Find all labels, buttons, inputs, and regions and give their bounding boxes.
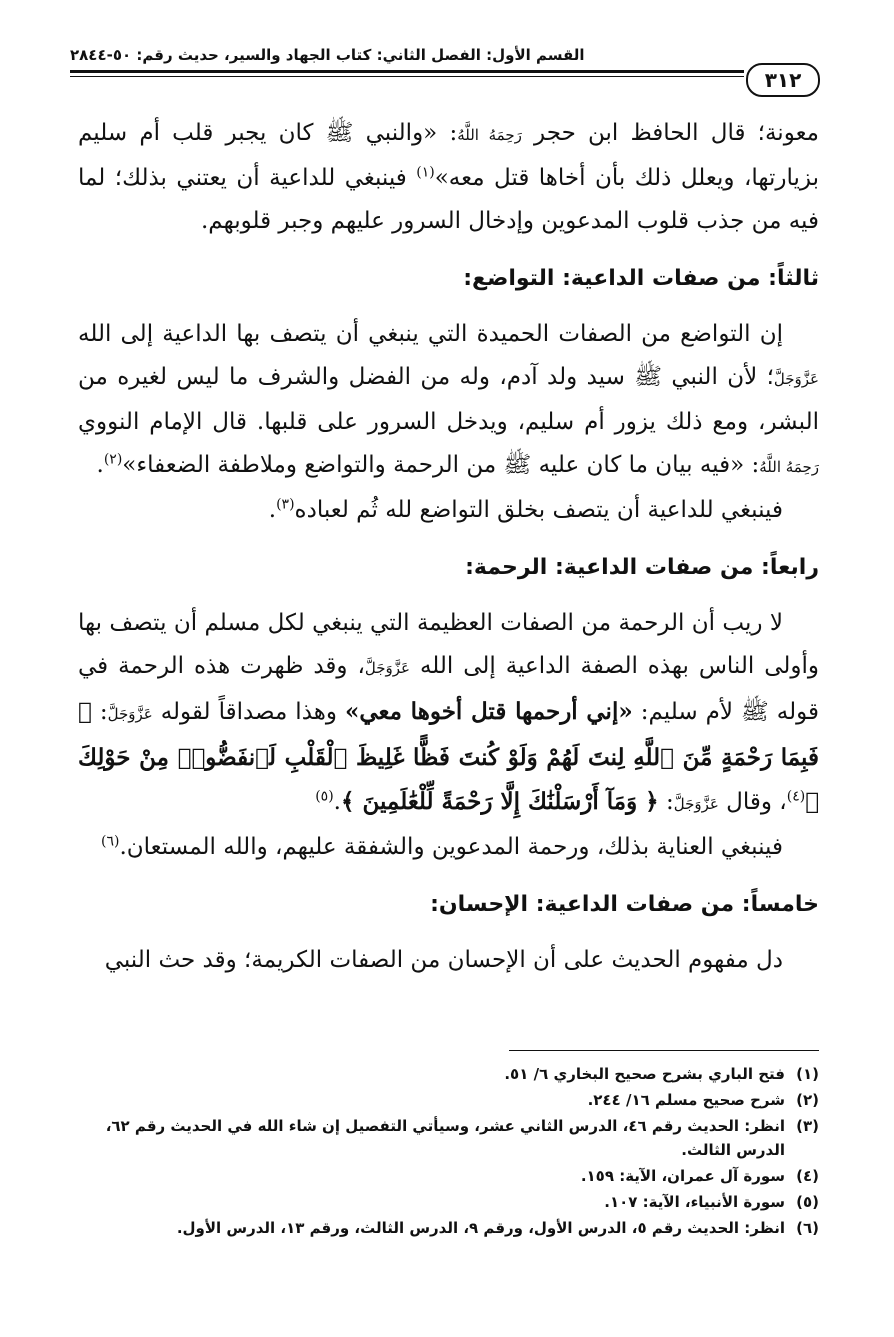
footnote-2 (78, 1088, 819, 1112)
honorific: عَزَّوَجَلَّ (773, 370, 819, 388)
footnotes (78, 1062, 819, 1242)
text-run: . (268, 497, 277, 523)
quran-verse-1: ﴿ فَبِمَا رَحْمَةٍ مِّنَ ٱللَّهِ لِنتَ لَهُمْ وَلَوْ كُنتَ فَظًّا غَلِيظَ ٱلْقَلْبِ لَٱنفَضُّوا۟ مِنْ حَوْلِكَ ﴾ (78, 698, 819, 815)
honorific: عَزَّوَجَلَّ (673, 795, 719, 813)
section-heading-humility: ثالثاً: من صفات الداعية: التواضع: (463, 266, 819, 291)
honorific: عَزَّوَجَلَّ (107, 705, 153, 723)
footnote-ref-2: (٢) (103, 451, 123, 468)
footnote-5 (78, 1190, 819, 1214)
text-run: إن التواضع من الصفات الحميدة التي ينبغي أن يتصف بها الداعية إلى الله (78, 321, 783, 347)
running-head: القسم الأول: الفصل الثاني: كتاب الجهاد والسير، حديث رقم: ٥٠-٢٨٤٤ (70, 46, 585, 64)
text-run: لا ريب أن الرحمة من الصفات العظيمة التي ينبغي لكل مسلم أن يتصف بها وأولى الناس بهذه الصفة الداعية إلى الله (78, 610, 819, 679)
text-run: ، وقد ظهرت هذه الرحمة في قوله ﷺ لأم سليم: (78, 653, 820, 725)
paragraph-3 (78, 489, 819, 532)
footnote-6 (78, 1216, 819, 1240)
text-run: : «والنبي ﷺ كان يجبر قلب أم سليم بزيارتها، ويعلل ذلك بأن أخاها قتل معه» (78, 120, 819, 191)
footnote-number: (٤) (796, 1167, 819, 1185)
footnote-text: سورة آل عمران، الآية: ١٥٩. (580, 1167, 785, 1185)
section-heading-mercy: رابعاً: من صفات الداعية: الرحمة: (465, 555, 819, 580)
footnote-ref-3: (٣) (276, 496, 295, 513)
header-rule-thin (70, 76, 744, 77)
footnote-text: شرح صحيح مسلم ١٦/ ٢٤٤. (587, 1091, 785, 1109)
honorific: رَحِمَهُ اللَّهُ (457, 126, 522, 144)
main-text (78, 112, 819, 982)
paragraph-5 (78, 826, 819, 869)
footnote-number: (٢) (796, 1091, 819, 1109)
page-number: ٣١٢ (746, 63, 820, 97)
text-run: فينبغي العناية بذلك، ورحمة المدعوين والشفقة عليهم، والله المستعان. (119, 834, 783, 860)
text-run: فينبغي للداعية أن يتصف بخلق التواضع لله ثُم لعباده (294, 497, 783, 523)
hadith-quote: «إني أرحمها قتل أخوها معي» (345, 698, 633, 725)
footnote-ref-6: (٦) (101, 833, 120, 850)
footnote-4 (78, 1164, 819, 1188)
footnote-number: (٦) (796, 1219, 819, 1237)
footnote-3 (78, 1114, 819, 1162)
honorific: رَحِمَهُ اللَّهُ (759, 458, 819, 476)
quran-verse-2: ﴿ وَمَآ أَرْسَلْنَٰكَ إِلَّا رَحْمَةً لِّلْعَٰلَمِينَ ﴾ (340, 788, 659, 815)
text-run: . (96, 452, 104, 478)
footnote-number: (٥) (796, 1193, 819, 1211)
footnote-text: سورة الأنبياء، الآية: ١٠٧. (604, 1193, 785, 1211)
footnote-1 (78, 1062, 819, 1086)
text-run: : «فيه بيان ما كان عليه ﷺ من الرحمة والتواضع وملاطفة الضعفاء» (122, 452, 760, 478)
footnote-ref-5: (٥) (315, 788, 334, 805)
paragraph-1 (78, 112, 819, 243)
paragraph-6: دل مفهوم الحديث على أن الإحسان من الصفات الكريمة؛ وقد حث النبي (104, 947, 783, 973)
footnote-text: انظر: الحديث رقم ٤٦، الدرس الثاني عشر، وسيأتي التفصيل إن شاء الله في الحديث رقم ٦٢، الدرس الثالث. (105, 1117, 785, 1159)
text-run: فينبغي للداعية أن يعتني بذلك؛ لما فيه من جذب قلوب المدعوين وإدخال السرور عليهم وجبر قلوبهم. (78, 165, 819, 234)
text-run: . (333, 789, 341, 815)
footnote-number: (١) (796, 1065, 819, 1083)
paragraph-4 (78, 602, 819, 826)
footnote-text: انظر: الحديث رقم ٥، الدرس الأول، ورقم ٩، الدرس الثالث، ورقم ١٣، الدرس الأول. (176, 1219, 785, 1237)
section-heading-ihsan: خامساً: من صفات الداعية: الإحسان: (430, 892, 819, 917)
text-run: وهذا مصداقاً لقوله (152, 699, 346, 725)
honorific: عَزَّوَجَلَّ (364, 659, 411, 677)
text-run: معونة؛ قال الحافظ ابن حجر (521, 120, 819, 146)
footnote-ref-4: (٤) (786, 788, 806, 805)
footnote-number: (٣) (796, 1117, 819, 1135)
text-run: ، وقال (718, 789, 787, 815)
text-run: : (91, 699, 108, 725)
text-run: : (658, 789, 674, 815)
footnote-text: فتح الباري بشرح صحيح البخاري ٦/ ٥١. (504, 1065, 785, 1083)
paragraph-2 (78, 313, 819, 489)
footnote-ref-1: (١) (416, 164, 435, 181)
text-run: ؛ لأن النبي ﷺ سيد ولد آدم، وله من الفضل والشرف ما ليس لغيره من البشر، ومع ذلك يزور أم سليم، ويدخل السرور على قلبها. قال الإمام النووي (78, 364, 819, 435)
footnote-separator (509, 1050, 819, 1051)
header-rule-thick (70, 70, 744, 73)
